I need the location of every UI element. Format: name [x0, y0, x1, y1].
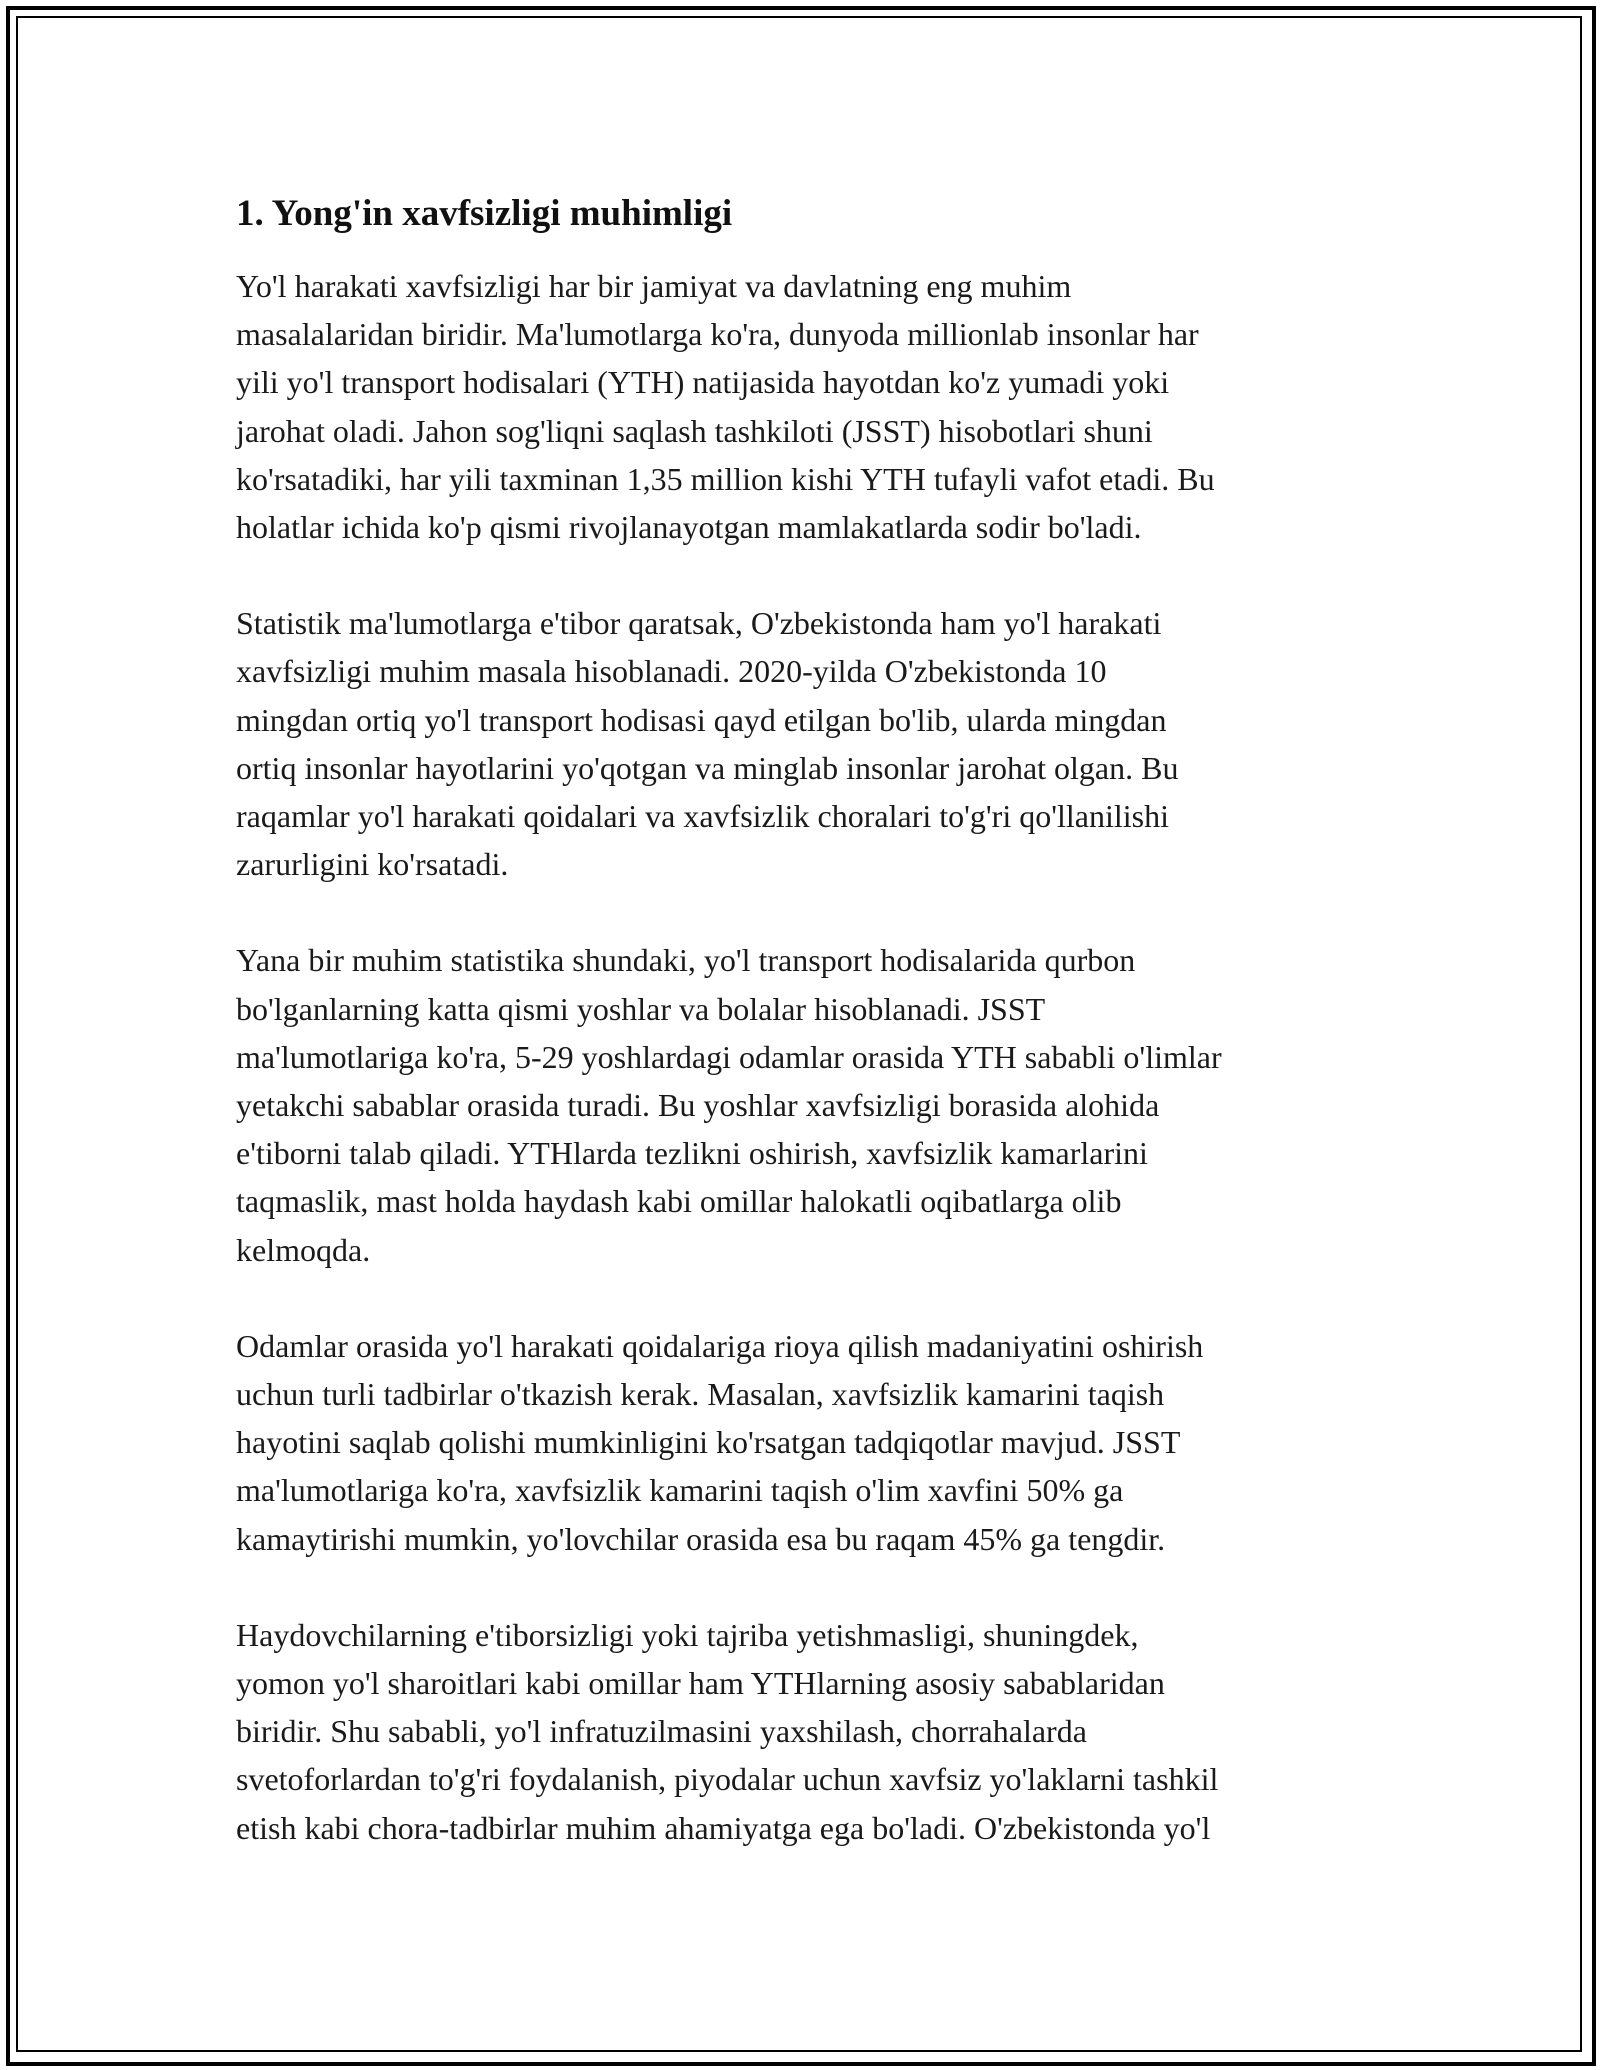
paragraph-1: Yo'l harakati xavfsizligi har bir jamiyat va davlatning eng muhim masalalaridan biridir. Ma'lumotlarga ko'ra, dunyoda millionlab insonlar har yili yo'l transport hodisalari (YTH) natijasida hayotdan ko'z yumadi yoki jarohat oladi. Jahon sog'liqni saqlash tashkiloti (JSST) hisobotlari shuni ko'rsatadiki, har yili taxminan 1,35 million kishi YTH tufayli vafot etadi. Bu holatlar ichida ko'p qismi rivojlanayotgan mamlakatlarda sodir bo'ladi.: [236, 268, 1215, 546]
paragraph-5: Haydovchilarning e'tiborsizligi yoki tajriba yetishmasligi, shuningdek, yomon yo'l sharoitlari kabi omillar ham YTHlarning asosiy sabablaridan biridir. Shu sababli, yo'l infratuzilmasini yaxshilash, chorrahalarda svetoforlardan to'g'ri foydalanish, piyodalar uchun xavfsiz yo'laklarni tashkil etish kabi chora-tadbirlar muhim ahamiyatga ega bo'ladi. O'zbekistonda yo'l: [236, 1616, 1219, 1846]
paragraph-2: Statistik ma'lumotlarga e'tibor qaratsak, O'zbekistonda ham yo'l harakati xavfsizligi muhim masala hisoblanadi. 2020-yilda O'zbekistonda 10 mingdan ortiq yo'l transport hodisasi qayd etilgan bo'lib, ularda mingdan ortiq insonlar hayotlarini yo'qotgan va minglab insonlar jarohat olgan. Bu raqamlar yo'l harakati qoidalari va xavfsizlik choralari to'g'ri qo'llanilishi zarurligini ko'rsatadi.: [236, 605, 1179, 883]
paragraph-3: Yana bir muhim statistika shundaki, yo'l transport hodisalarida qurbon bo'lganlarning katta qismi yoshlar va bolalar hisoblanadi. JSST ma'lumotlariga ko'ra, 5-29 yoshlardagi odamlar orasida YTH sababli o'limlar yetakchi sabablar orasida turadi. Bu yoshlar xavfsizligi borasida alohida e'tiborni talab qiladi. YTHlarda tezlikni oshirish, xavfsizlik kamarlarini taqmaslik, mast holda haydash kabi omillar halokatli oqibatlarga olib kelmoqda.: [236, 942, 1222, 1268]
document-body: [236, 188, 1386, 1900]
paragraph-4: Odamlar orasida yo'l harakati qoidalariga rioya qilish madaniyatini oshirish uchun turli tadbirlar o'tkazish kerak. Masalan, xavfsizlik kamarini taqish hayotini saqlab qolishi mumkinligini ko'rsatgan tadqiqotlar mavjud. JSST ma'lumotlariga ko'ra, xavfsizlik kamarini taqish o'lim xavfini 50% ga kamaytirishi mumkin, yo'lovchilar orasida esa bu raqam 45% ga tengdir.: [236, 1327, 1204, 1557]
section-heading: 1. Yong'in xavfsizligi muhimligi: [236, 193, 733, 234]
